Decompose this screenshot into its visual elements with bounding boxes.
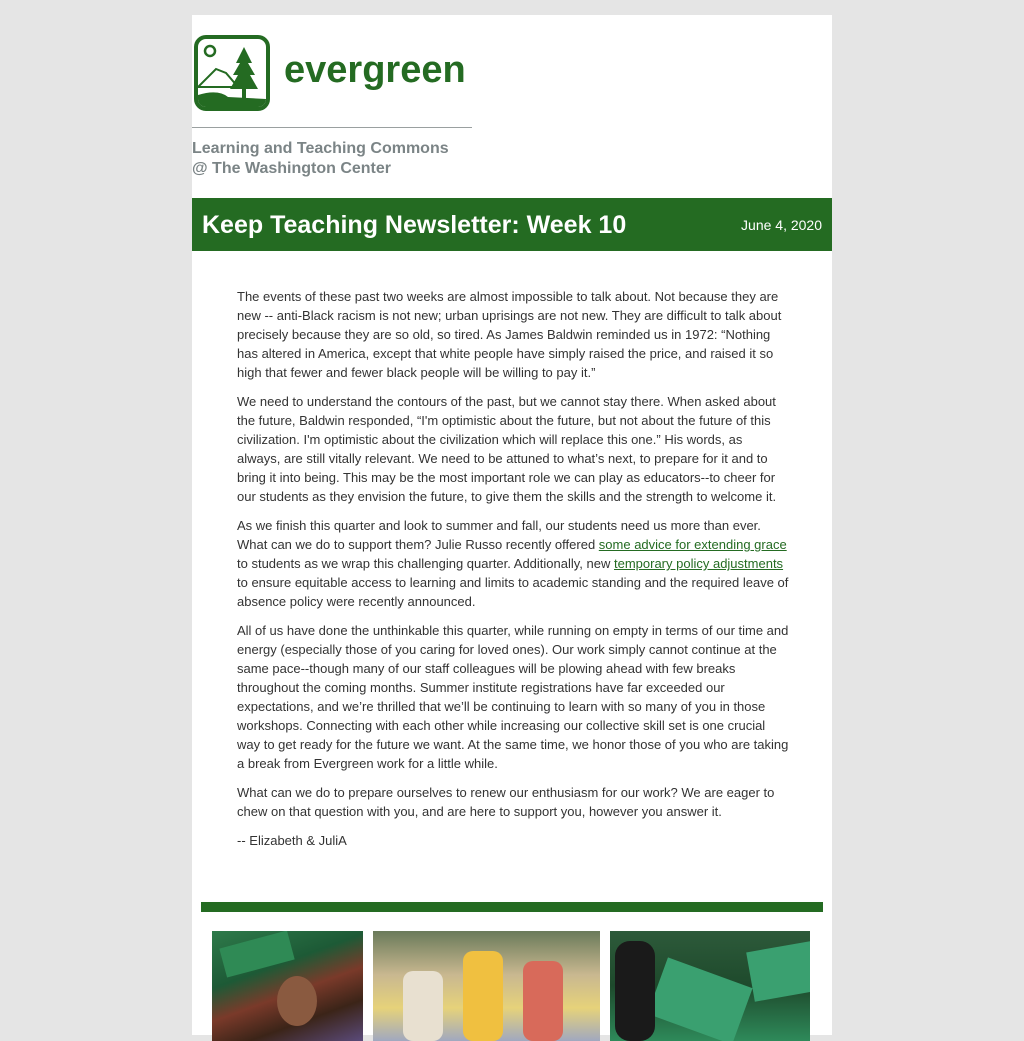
evergreen-logo[interactable] [192,33,472,115]
paragraph: We need to understand the contours of the past, but we cannot stay there. When asked about the future, Baldwin responded, “I'm optimistic about the future, but not about the future of this civilization. I'm optimistic about the civilization which will replace this one.” His words, as always, are still vitally relevant. We need to be attuned to what’s next, to prepare for it and to bring it into being. This may be the most important role we can play as educators--to cheer for our students as they envision the future, to give them the skills and the strength to welcome it. [237,394,777,504]
graduation-hug-photo [212,931,363,1041]
subtitle-line-2: @ The Washington Center [192,160,392,177]
section-divider-bar [201,902,823,912]
text: to ensure equitable access to learning and limits to academic standing and the required leave of absence policy were recently announced. [237,575,789,609]
paragraph [237,516,789,611]
logo-subtitle [192,139,449,179]
tree-mountain-icon [194,35,270,111]
newsletter-title: Keep Teaching Newsletter: Week 10 [202,211,627,239]
logo-wordmark: evergreen [284,49,466,91]
divider [192,127,472,128]
parade-photo [373,931,600,1041]
temporary-policy-link[interactable]: temporary policy adjustments [613,556,784,571]
extending-grace-link[interactable]: some advice for extending grace [598,537,787,552]
newsletter-body [237,287,789,860]
text: to students as we wrap this challenging quarter. Additionally, new [237,556,614,571]
signoff: -- Elizabeth & JuliA [237,833,347,848]
newsletter-banner [192,198,832,251]
graduation-caps-photo [610,931,810,1041]
paragraph: All of us have done the unthinkable this quarter, while running on empty in terms of our time and energy (especially those of you caring for loved ones). Our work simply cannot continue at the same pace--though many of our staff colleagues will be plowing ahead with few breaks throughout the coming months. Summer institute registrations have far exceeded our expectations, and we’re thrilled that we’ll be continuing to learn with so many of you in those workshops. Connecting with each other while increasing our collective skill set is one crucial way to get ready for the future we want. At the same time, we honor those of you who are taking a break from Evergreen work for a little while. [237,623,789,771]
subtitle-line-1: Learning and Teaching Commons [192,140,449,157]
paragraph: What can we do to prepare ourselves to renew our enthusiasm for our work? We are eager to chew on that question with you, and are here to support you, however you answer it. [237,785,775,819]
paragraph: The events of these past two weeks are almost impossible to talk about. Not because they are new -- anti-Black racism is not new; urban uprisings are not new. They are difficult to talk about precisely because they are so old, so tired. As James Baldwin reminded us in 1972: “Nothing has altered in America, except that white people have simply raised the price, and raised it so high that fewer and fewer black people will be willing to pay it.” [237,289,782,380]
text: As we finish this quarter and look to summer and fall, our students need us more than ever. What can we do to support them? Julie Russo recently offered [237,518,761,552]
newsletter-date: June 4, 2020 [741,217,822,233]
newsletter-card [192,15,832,1035]
